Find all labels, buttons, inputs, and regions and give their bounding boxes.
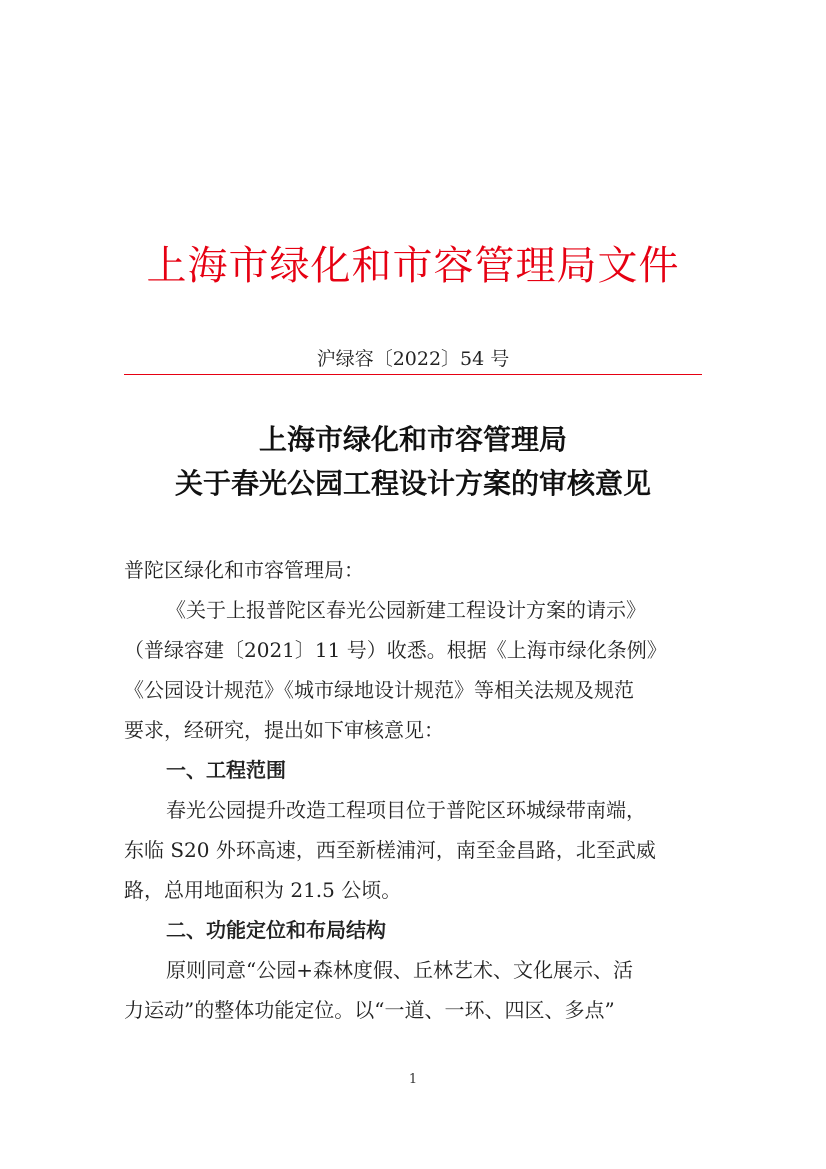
title-line-1: 上海市绿化和市容管理局 <box>258 423 567 456</box>
intro-line: 《关于上报普陀区春光公园新建工程设计方案的请示》 <box>166 598 646 622</box>
document-title <box>0 418 826 506</box>
section-heading-2: 二、功能定位和布局结构 <box>166 918 386 942</box>
salutation: 普陀区绿化和市容管理局： <box>124 558 364 582</box>
intro-line: 要求，经研究，提出如下审核意见： <box>124 718 444 742</box>
intro-line: （普绿容建〔2021〕11 号）收悉。根据《上海市绿化条例》 <box>124 638 667 662</box>
section1-line: 路，总用地面积为 21.5 公顷。 <box>124 878 402 902</box>
section1-line: 东临 S20 外环高速，西至新槎浦河，南至金昌路，北至武威 <box>124 838 656 862</box>
issuer-title: 上海市绿化和市容管理局文件 <box>146 243 680 289</box>
title-line-2: 关于春光公园工程设计方案的审核意见 <box>174 467 651 500</box>
section1-line: 春光公园提升改造工程项目位于普陀区环城绿带南端， <box>166 798 646 822</box>
red-divider-line <box>124 374 702 375</box>
intro-line: 《公园设计规范》《城市绿地设计规范》等相关法规及规范 <box>124 678 634 702</box>
page-number: 1 <box>408 1072 418 1087</box>
section-heading-1: 一、工程范围 <box>166 758 286 782</box>
section2-line: 原则同意“公园+森林度假、丘林艺术、文化展示、活 <box>166 958 633 982</box>
section2-line: 力运动”的整体功能定位。以“一道、一环、四区、多点” <box>124 998 615 1022</box>
document-body <box>124 550 704 1030</box>
document-number: 沪绿容〔2022〕54 号 <box>316 348 510 370</box>
